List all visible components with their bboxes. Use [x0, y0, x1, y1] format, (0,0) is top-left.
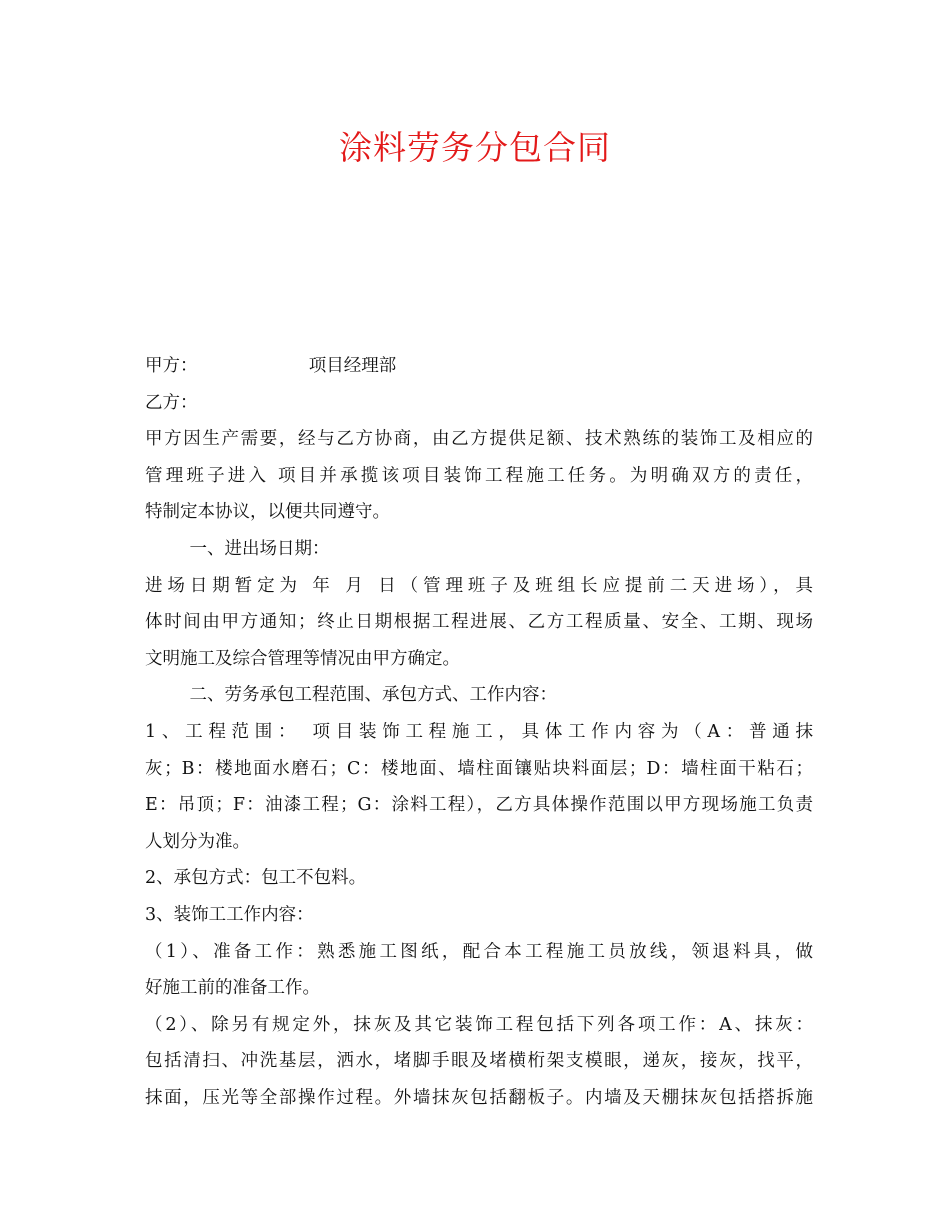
body-line: 乙方：: [145, 392, 198, 413]
body-line: 一、进出场日期：: [145, 538, 330, 559]
document-title: 涂料劳务分包合同: [339, 128, 611, 167]
body-line: 管理班子进入 项目并承揽该项目装饰工程施工任务。为明确双方的责任，: [145, 465, 813, 486]
body-line: 甲方： 项目经理部: [145, 356, 397, 376]
body-line: 抹面，压光等全部操作过程。外墙抹灰包括翻板子。内墙及天棚抹灰包括搭拆施: [145, 1087, 813, 1108]
body-line: 二、劳务承包工程范围、承包方式、工作内容：: [145, 685, 558, 706]
body-line: 人划分为准。: [145, 831, 250, 852]
body-line: 文明施工及综合管理等情况由甲方确定。: [145, 648, 460, 669]
body-line: 好施工前的准备工作。: [145, 978, 320, 999]
body-line: （1）、准备工作：熟悉施工图纸，配合本工程施工员放线，领退料具，做: [145, 941, 813, 962]
contract-body: [145, 348, 813, 1116]
body-line: 1、工程范围： 项目装饰工程施工，具体工作内容为（A：普通抹: [145, 721, 813, 742]
body-line: 灰；B：楼地面水磨石；C：楼地面、墙柱面镶贴块料面层；D：墙柱面干粘石；: [145, 758, 813, 779]
body-line: 2、承包方式：包工不包料。: [145, 868, 367, 889]
body-line: 体时间由甲方通知；终止日期根据工程进展、乙方工程质量、安全、工期、现场: [145, 612, 813, 633]
body-line: 甲方因生产需要，经与乙方协商，由乙方提供足额、技术熟练的装饰工及相应的: [145, 429, 813, 450]
body-line: 进场日期暂定为 年 月 日（管理班子及班组长应提前二天进场），具: [145, 575, 813, 596]
body-line: 包括清扫、冲洗基层，洒水，堵脚手眼及堵横桁架支模眼，递灰，接灰，找平，: [145, 1051, 813, 1072]
body-line: E：吊顶；F：油漆工程；G：涂料工程），乙方具体操作范围以甲方现场施工负责: [145, 795, 813, 816]
body-line: 特制定本协议，以便共同遵守。: [145, 502, 390, 523]
body-line: （2）、除另有规定外，抹灰及其它装饰工程包括下列各项工作：A、抹灰：: [145, 1014, 813, 1035]
body-line: 3、装饰工工作内容：: [145, 904, 314, 925]
